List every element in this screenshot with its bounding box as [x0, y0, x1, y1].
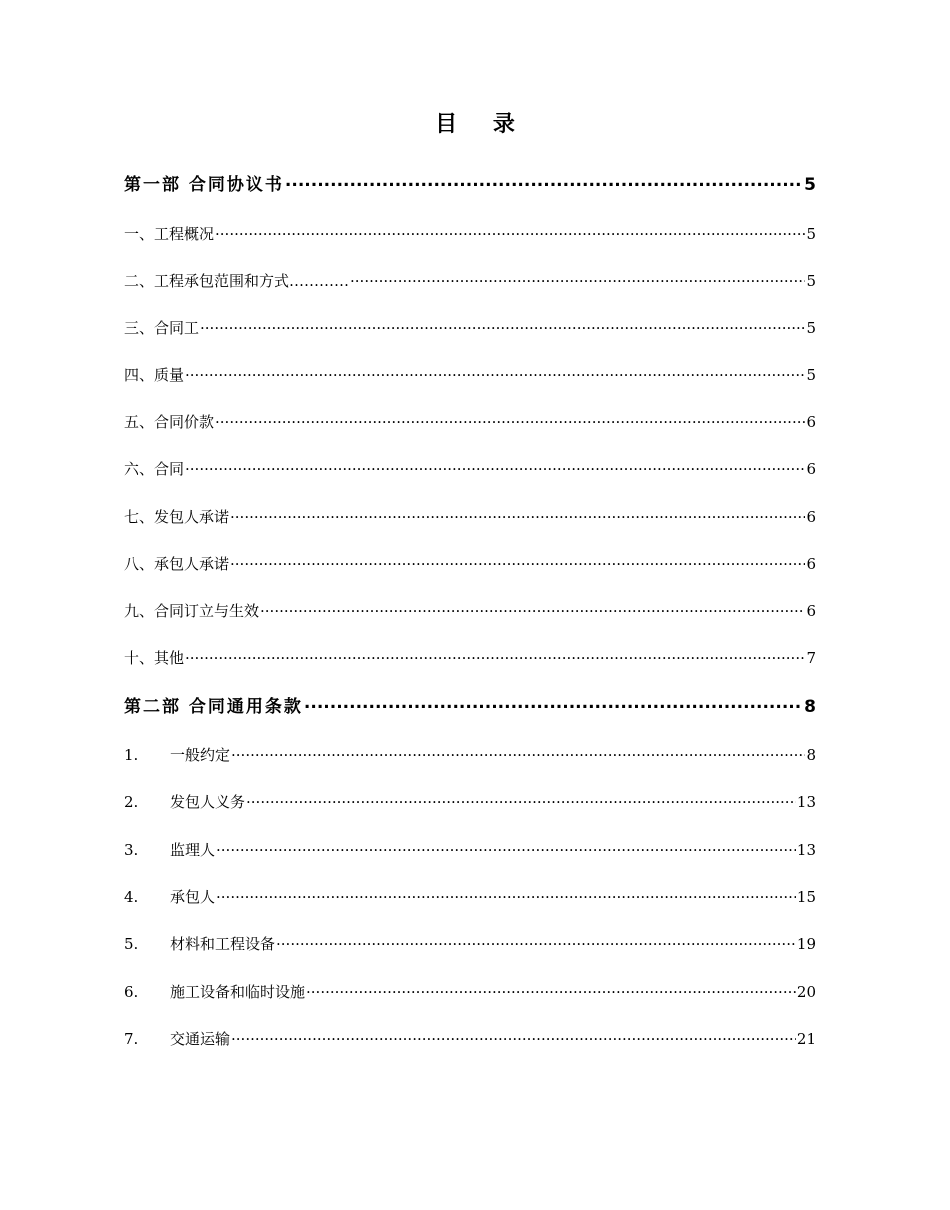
toc-entry[interactable] [124, 600, 816, 622]
toc-entry[interactable] [124, 981, 816, 1003]
toc-page-number: 5 [806, 272, 816, 290]
toc-entry[interactable] [124, 458, 816, 480]
toc-entry-label: 一、工程概况 [124, 225, 215, 243]
toc-entry-label: 六、合同 [124, 460, 185, 478]
toc-entry[interactable] [124, 223, 816, 245]
dot-leader [276, 934, 796, 949]
page-title: 目 录 [435, 112, 529, 137]
dot-leader [231, 745, 805, 760]
toc-entry[interactable] [124, 411, 816, 433]
toc-part-label: 第一部 合同协议书 [124, 175, 284, 195]
toc-entry-number: 4. [124, 888, 139, 906]
toc-entry-label: 二、工程承包范围和方式………… [124, 272, 350, 290]
toc-entry[interactable] [124, 886, 816, 908]
toc-page-number: 6 [806, 555, 816, 573]
toc-entry-label: 一般约定 [170, 746, 231, 764]
dot-leader [230, 507, 805, 522]
toc-entry-label: 交通运输 [170, 1030, 231, 1048]
toc-entry[interactable] [124, 791, 816, 813]
toc-part-2[interactable] [124, 695, 816, 719]
dot-leader [185, 365, 805, 380]
toc-page-number: 6 [806, 508, 816, 526]
toc-page-number: 13 [796, 793, 816, 811]
toc-entry-label: 七、发包人承诺 [124, 508, 230, 526]
toc-entry[interactable] [124, 364, 816, 386]
toc-entry-number: 6. [124, 983, 139, 1001]
dot-leader [216, 887, 796, 902]
toc-entry-label: 三、合同工 [124, 319, 200, 337]
toc-entry-label: 发包人义务 [170, 793, 246, 811]
toc-entry-label: 八、承包人承诺 [124, 555, 230, 573]
toc-entry[interactable] [124, 647, 816, 669]
toc-page-number: 8 [806, 746, 816, 764]
toc-entry-label: 十、其他 [124, 649, 185, 667]
toc-page-number: 8 [804, 697, 816, 717]
dot-leader [185, 459, 805, 474]
toc-entry-label: 施工设备和临时设施 [170, 983, 306, 1001]
toc-entry[interactable] [124, 317, 816, 339]
toc-page-number: 19 [796, 935, 816, 953]
dot-leader [230, 554, 805, 569]
toc-entry-number: 3. [124, 841, 139, 859]
dot-leader [215, 224, 805, 239]
toc-page-number: 6 [806, 460, 816, 478]
toc-entry-label: 监理人 [170, 841, 216, 859]
toc-entry-label: 九、合同订立与生效 [124, 602, 260, 620]
toc-page-number: 13 [796, 841, 816, 859]
toc-page-number: 7 [806, 649, 816, 667]
toc-entry[interactable] [124, 1028, 816, 1050]
toc-page-number: 15 [796, 888, 816, 906]
toc-entry-number: 7. [124, 1030, 139, 1048]
toc-entry[interactable] [124, 506, 816, 528]
toc-part-1[interactable] [124, 173, 816, 197]
toc-entry[interactable] [124, 933, 816, 955]
toc-part-label: 第二部 合同通用条款 [124, 697, 303, 717]
dot-leader [306, 982, 796, 997]
dot-leader [285, 173, 803, 190]
toc-page-number: 5 [806, 366, 816, 384]
dot-leader [231, 1029, 796, 1044]
dot-leader [185, 648, 805, 663]
dot-leader [215, 412, 805, 427]
dot-leader [246, 792, 796, 807]
toc-entry[interactable] [124, 270, 816, 292]
dot-leader [260, 601, 805, 616]
dot-leader [304, 695, 803, 712]
toc-entry-label: 承包人 [170, 888, 216, 906]
toc-page-number: 20 [796, 983, 816, 1001]
toc-page-number: 21 [796, 1030, 816, 1048]
toc-page-number: 6 [806, 602, 816, 620]
toc-entry-number: 1. [124, 746, 139, 764]
toc-entry-number: 5. [124, 935, 139, 953]
toc-entry[interactable] [124, 553, 816, 575]
toc-entry-label: 五、合同价款 [124, 413, 215, 431]
toc-entry-label: 材料和工程设备 [170, 935, 276, 953]
toc-entry-number: 2. [124, 793, 139, 811]
toc-entry-label: 四、质量 [124, 366, 185, 384]
toc-entry[interactable] [124, 839, 816, 861]
toc-page-number: 5 [806, 319, 816, 337]
toc-page-number: 5 [804, 175, 816, 195]
toc-entry[interactable] [124, 744, 816, 766]
dot-leader [200, 318, 805, 333]
toc-page-number: 5 [806, 225, 816, 243]
dot-leader [350, 271, 805, 286]
toc-page-number: 6 [806, 413, 816, 431]
dot-leader [216, 840, 796, 855]
